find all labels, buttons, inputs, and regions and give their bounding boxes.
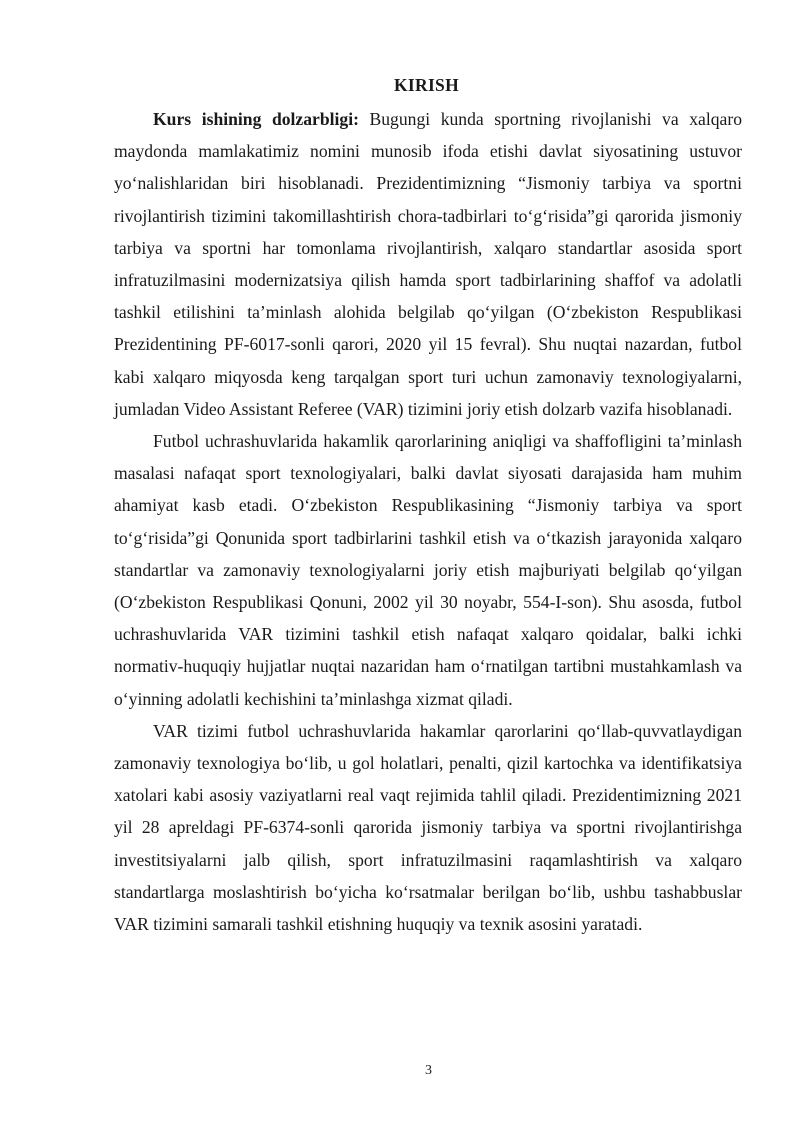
page-number: 3 — [425, 1063, 432, 1078]
paragraph-lead: Kurs ishining dolzarbligi: — [153, 109, 359, 129]
body-text — [114, 103, 742, 940]
paragraph-var-system: VAR tizimi futbol uchrashuvlarida hakamlar qarorlarini qo‘llab-quvvatlaydigan zamonaviy texnologiya bo‘lib, u gol holatlari, penalti, qizil kartochka va identifikatsiya xatolari kabi asosiy vaziyatlarni real vaqt rejimida tahlil qiladi. Prezidentimizning 2021 yil 28 apreldagi PF-6374-sonli qarorida jismoniy tarbiya va sportni rivojlantirishga investitsiyalarni jalb qilish, sport infratuzilmasini raqamlashtirish va xalqaro standartlarga moslashtirish bo‘yicha ko‘rsatmalar berilgan bo‘lib, ushbu tashabbuslar VAR tizimini samarali tashkil etishning huquqiy va texnik asosini yaratadi. — [114, 720, 742, 935]
paragraph-text: Bugungi kunda sportning rivojlanishi va xalqaro maydonda mamlakatimiz nomini munosib ifoda etishi davlat siyosatining ustuvor yo‘nalishlaridan biri hisoblanadi. Prezidentimizning “Jismoniy tarbiya va sportni rivojlantirish tizimini takomillashtirish chora-tadbirlari to‘g‘risida”gi qarorida jismoniy tarbiya va sportni har tomonlama rivojlantirish, xalqaro standartlar asosida sport infratuzilmasini modernizatsiya qilish hamda sport tadbirlarining shaffof va adolatli tashkil etilishini ta’minlash alohida belgilab qo‘yilgan (O‘zbekiston Respublikasi Prezidentining PF-6017-sonli qarori, 2020 yil 15 fevral). Shu nuqtai nazardan, futbol kabi xalqaro miqyosda keng tarqalgan sport turi uchun zamonaviy texnologiyalarni, jumladan Video Assistant Referee (VAR) tizimini joriy etish dolzarb vazifa hisoblanadi. — [114, 109, 742, 419]
paragraph-referee-transparency: Futbol uchrashuvlarida hakamlik qarorlarining aniqligi va shaffofligini ta’minlash masalasi nafaqat sport texnologiyalari, balki davlat siyosati darajasida ham muhim ahamiyat kasb etadi. O‘zbekiston Respublikasining “Jismoniy tarbiya va sport to‘g‘risida”gi Qonunida sport tadbirlarini tashkil etish va o‘tkazish jarayonida xalqaro standartlar va zamonaviy texnologiyalarni joriy etish majburiyati belgilab qo‘yilgan (O‘zbekiston Respublikasi Qonuni, 2002 yil 30 noyabr, 554-I-son). Shu asosda, futbol uchrashuvlarida VAR tizimini tashkil etish nafaqat xalqaro qoidalar, balki ichki normativ-huquqiy hujjatlar nuqtai nazaridan ham o‘rnatilgan tartibni mustahkamlash va o‘yinning adolatli kechishini ta’minlashga xizmat qiladi. — [114, 431, 742, 709]
paragraph-relevance — [114, 103, 742, 425]
page-title: KIRISH — [393, 75, 459, 95]
